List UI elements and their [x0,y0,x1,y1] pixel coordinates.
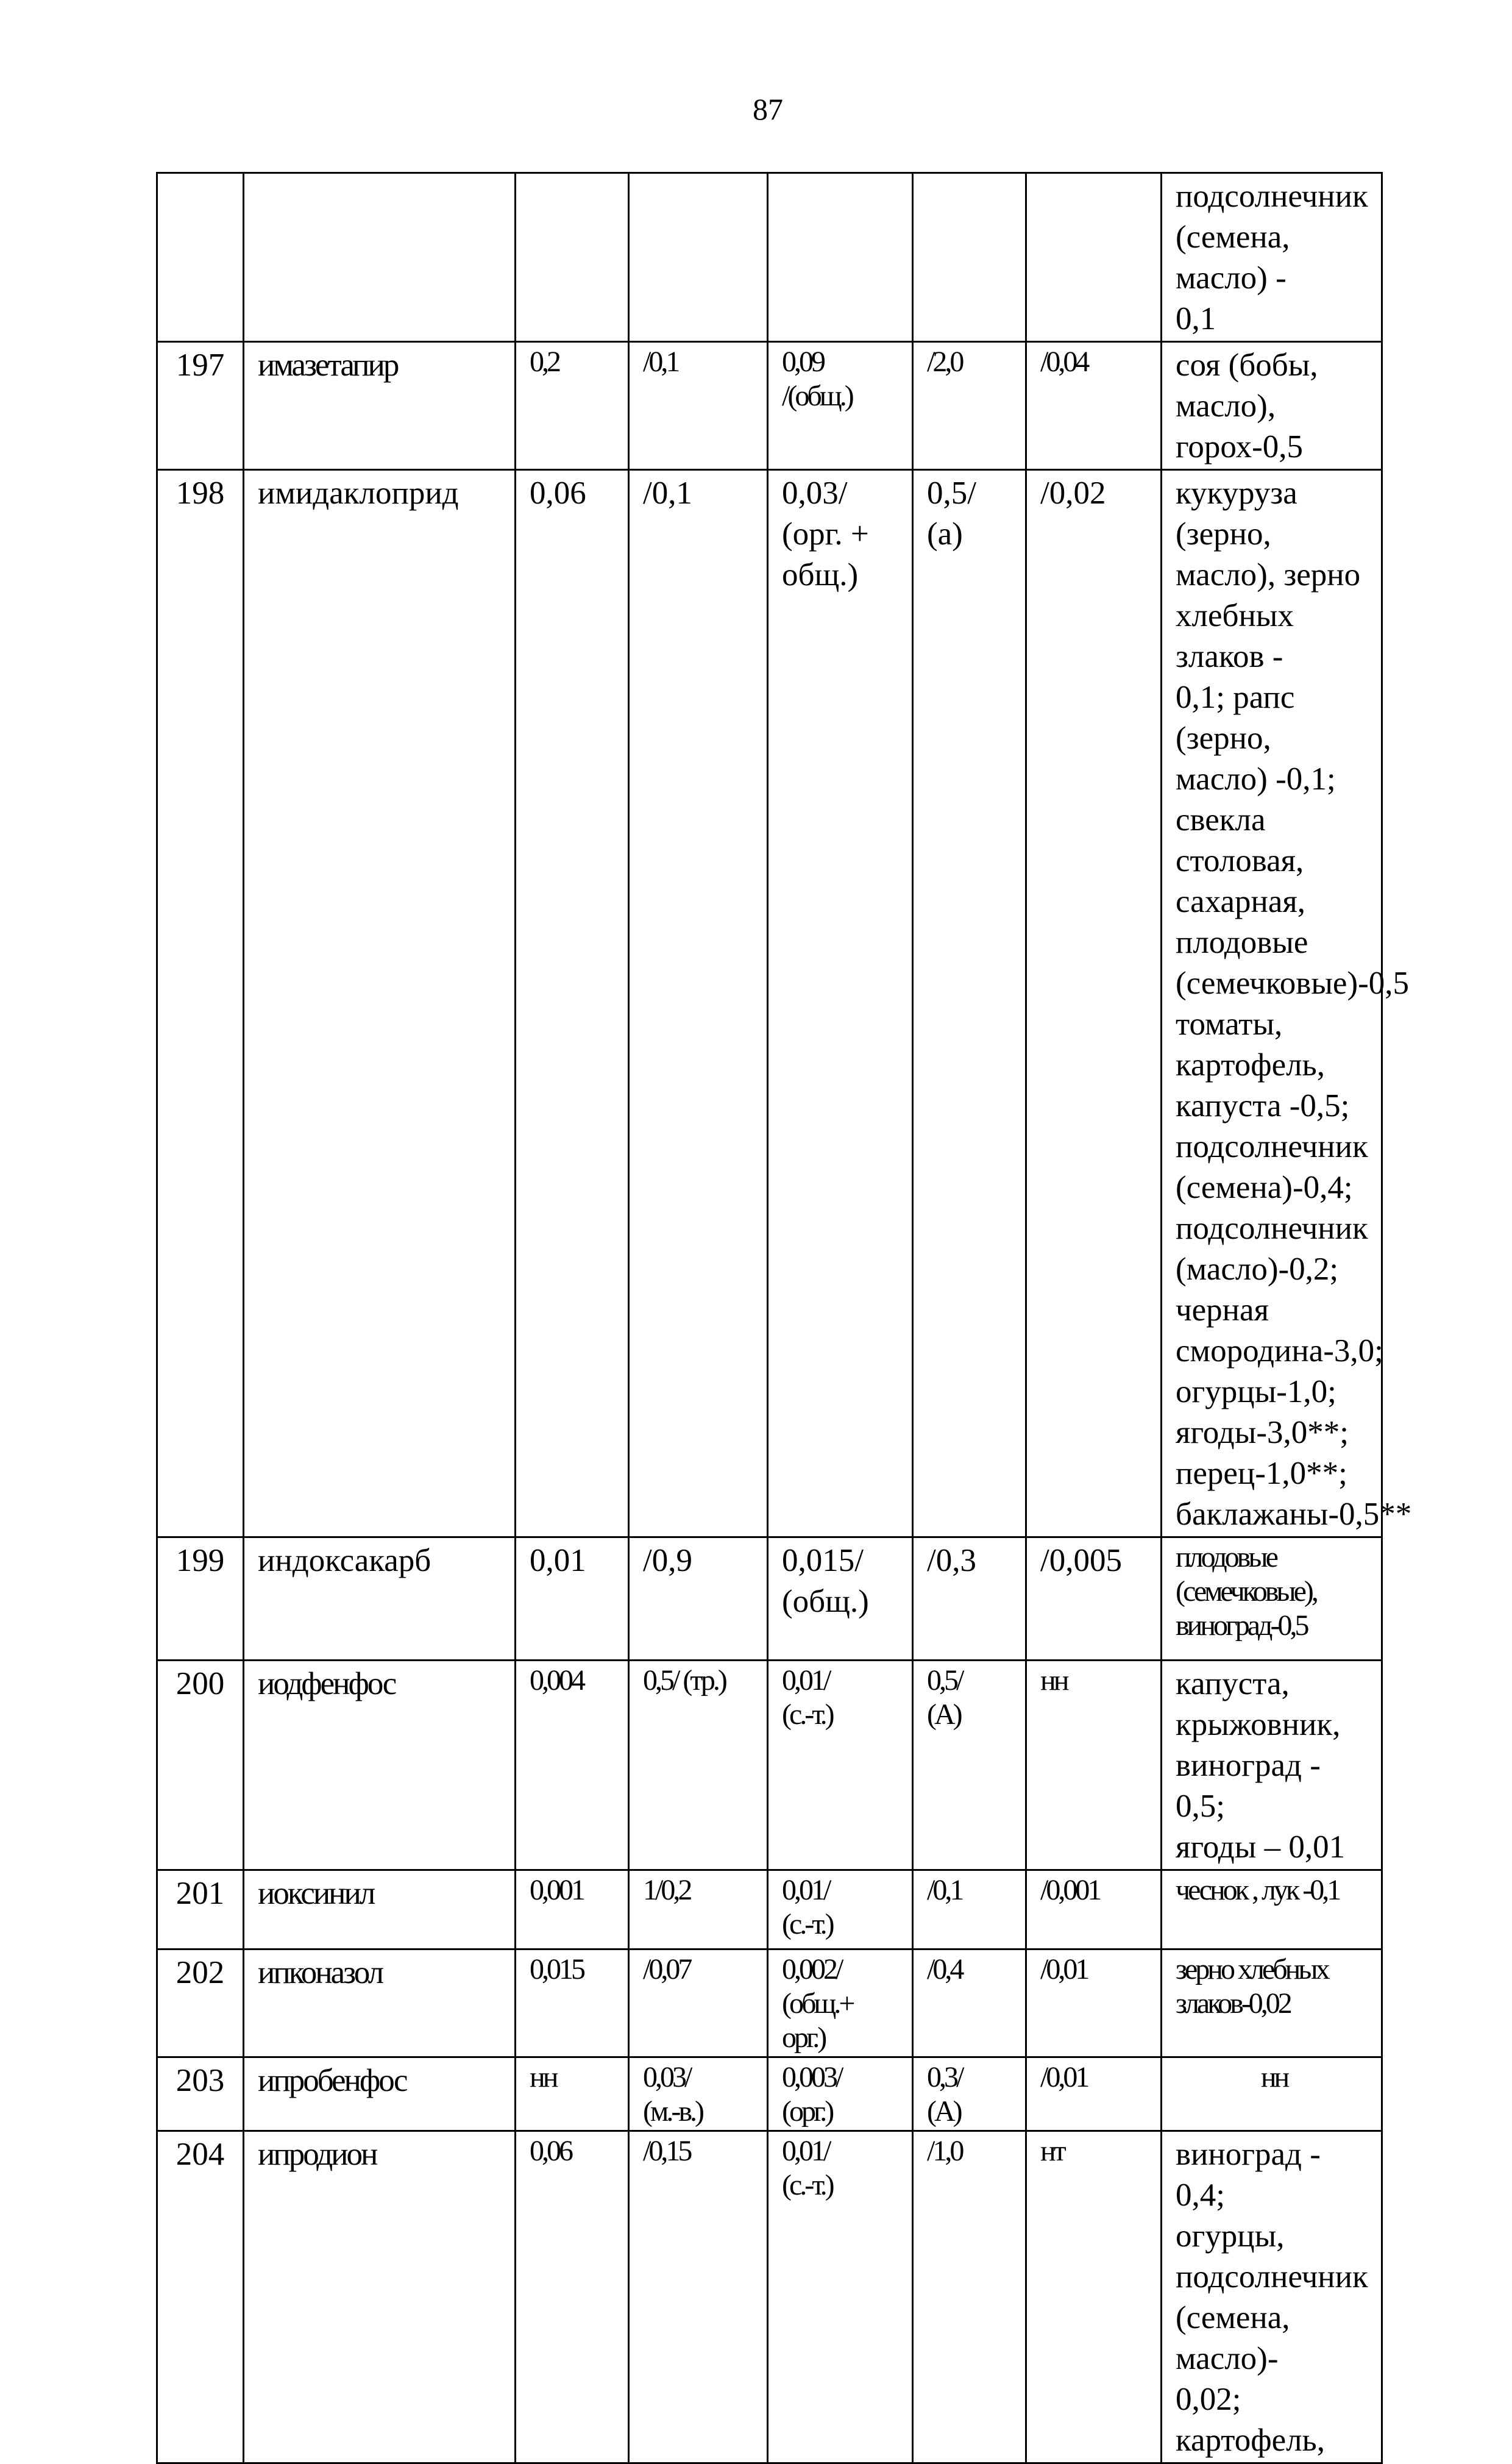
crops-cell: кукуруза (зерно, масло), зерно хлебных злаков - 0,1; рапс (зерно, масло) -0,1; свекла столовая, сахарная, плодовые (семечковые)-0,5 томаты, картофель, капуста -0,5; подсолнечник (семена)-0,4; подсолнечник (масло)-0,2; черная смородина-3,0; огурцы-1,0; ягоды-3,0**; перец-1,0**; баклажаны-0,5** [1162,470,1382,1537]
table-row [157,1537,1382,1661]
crops-cell: нн [1162,2057,1382,2131]
value-cell: /0,9 [629,1537,768,1661]
value-cell: 0,015 [516,1949,629,2057]
value-cell: 0,001 [516,1870,629,1949]
value-cell: 0,06 [516,2131,629,2463]
crops-cell: плодовые (семечковые), виноград-0,5 [1162,1537,1382,1661]
value-cell: /0,01 [1026,1949,1162,2057]
substance-name: имидаклоприд [244,470,516,1537]
value-cell: 0,002/ (общ.+ орг.) [768,1949,913,2057]
value-cell: 0,5/ (а) [913,470,1026,1537]
value-cell: /0,1 [913,1870,1026,1949]
value-cell: /1,0 [913,2131,1026,2463]
value-cell: /0,04 [1026,342,1162,470]
value-cell: 0,03/ (м.-в.) [629,2057,768,2131]
value-cell: 0,01/ (с.-т.) [768,1661,913,1870]
substance-name: ипробенфос [244,2057,516,2131]
crops-cell: подсолнечник (семена, масло) - 0,1 [1162,173,1382,342]
value-cell: /0,01 [1026,2057,1162,2131]
value-cell: нт [1026,2131,1162,2463]
value-cell: /0,07 [629,1949,768,2057]
row-number: 200 [157,1661,244,1870]
value-cell [629,173,768,342]
substance-name: имазетапир [244,342,516,470]
table-row [157,470,1382,1537]
value-cell: /2,0 [913,342,1026,470]
value-cell: /0,1 [629,470,768,1537]
substance-table [156,172,1412,2464]
value-cell: 0,3/ (А) [913,2057,1026,2131]
value-cell: /0,3 [913,1537,1026,1661]
row-number: 201 [157,1870,244,1949]
value-cell: 0,06 [516,470,629,1537]
value-cell: 0,01/ (с.-т.) [768,1870,913,1949]
value-cell: 0,5/ (тр.) [629,1661,768,1870]
value-cell: 0,5/ (А) [913,1661,1026,1870]
row-number: 203 [157,2057,244,2131]
value-cell [1026,173,1162,342]
value-cell [516,173,629,342]
substance-name: ипродион [244,2131,516,2463]
value-cell: 0,004 [516,1661,629,1870]
table-row [157,2131,1382,2463]
table-row [157,2057,1382,2131]
row-number [157,173,244,342]
value-cell: 0,003/ (орг.) [768,2057,913,2131]
substance-name [244,173,516,342]
table-row [157,1870,1382,1949]
value-cell: /0,15 [629,2131,768,2463]
table-row [157,342,1382,470]
value-cell: /0,02 [1026,470,1162,1537]
table-row [157,1949,1382,2057]
value-cell: 0,09 /(общ.) [768,342,913,470]
value-cell: /0,4 [913,1949,1026,2057]
value-cell: /0,005 [1026,1537,1162,1661]
row-number: 204 [157,2131,244,2463]
value-cell: 0,01/ (с.-т.) [768,2131,913,2463]
value-cell: /0,001 [1026,1870,1162,1949]
value-cell: нн [516,2057,629,2131]
crops-cell: капуста, крыжовник, виноград - 0,5; ягоды – 0,01 [1162,1661,1382,1870]
substance-name: ипконазол [244,1949,516,2057]
value-cell: 1/0,2 [629,1870,768,1949]
crops-cell: зерно хлебных злаков-0,02 [1162,1949,1382,2057]
crops-cell: виноград - 0,4; огурцы, подсолнечник (семена, масло)- 0,02; картофель, [1162,2131,1382,2463]
value-cell: 0,2 [516,342,629,470]
crops-cell: чеснок , лук -0,1 [1162,1870,1382,1949]
table-row [157,173,1382,342]
value-cell [768,173,913,342]
crops-cell: соя (бобы, масло), горох-0,5 [1162,342,1382,470]
value-cell: 0,03/ (орг. + общ.) [768,470,913,1537]
value-cell: /0,1 [629,342,768,470]
value-cell [913,173,1026,342]
page-number: 87 [753,92,783,126]
value-cell: 0,015/ (общ.) [768,1537,913,1661]
row-number: 202 [157,1949,244,2057]
row-number: 199 [157,1537,244,1661]
value-cell: 0,01 [516,1537,629,1661]
substance-name: индоксакарб [244,1537,516,1661]
row-number: 198 [157,470,244,1537]
value-cell: нн [1026,1661,1162,1870]
substance-name: иодфенфос [244,1661,516,1870]
substance-name: иоксинил [244,1870,516,1949]
row-number: 197 [157,342,244,470]
table-row [157,1661,1382,1870]
